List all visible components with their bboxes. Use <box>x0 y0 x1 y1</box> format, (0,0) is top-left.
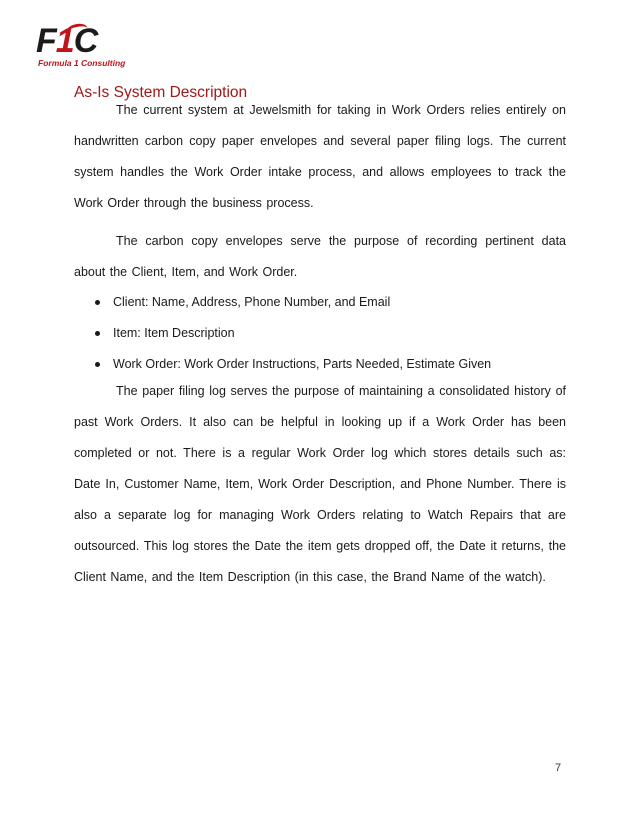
envelope-fields-list <box>92 287 491 380</box>
bullet-icon <box>95 362 100 367</box>
page-number: 7 <box>555 762 562 774</box>
bullet-icon <box>95 300 100 305</box>
list-item: Work Order: Work Order Instructions, Parts Needed, Estimate Given <box>92 349 491 380</box>
bullet-icon <box>95 331 100 336</box>
logo-subtitle: Formula 1 Consulting <box>38 58 126 68</box>
section-title: As-Is System Description <box>74 84 248 101</box>
logo-mark: F1C <box>36 22 98 60</box>
list-item: Item: Item Description <box>92 318 491 349</box>
paragraph-intro: The current system at Jewelsmith for taking in Work Orders relies entirely on handwritten carbon copy paper envelopes and several paper filing logs. The current system handles the Work Order intake process, and allows employees to track the Work Order through the business process. <box>74 103 566 210</box>
list-item: Client: Name, Address, Phone Number, and Email <box>92 287 491 318</box>
paragraph-envelopes: The carbon copy envelopes serve the purpose of recording pertinent data about the Client, Item, and Work Order. <box>74 234 566 279</box>
paragraph-filing-log: The paper filing log serves the purpose of maintaining a consolidated history of past Work Orders. It also can be helpful in looking up if a Work Order has been completed or not. There is a regular Work Order log which stores details such as: Date In, Customer Name, Item, Work Order Description, and Phone Number. There is also a separate log for managing Work Orders relating to Watch Repairs that are outsourced. This log stores the Date the item gets dropped off, the Date it returns, the Client Name, and the Item Description (in this case, the Brand Name of the watch). <box>74 384 566 584</box>
company-logo <box>36 22 146 72</box>
